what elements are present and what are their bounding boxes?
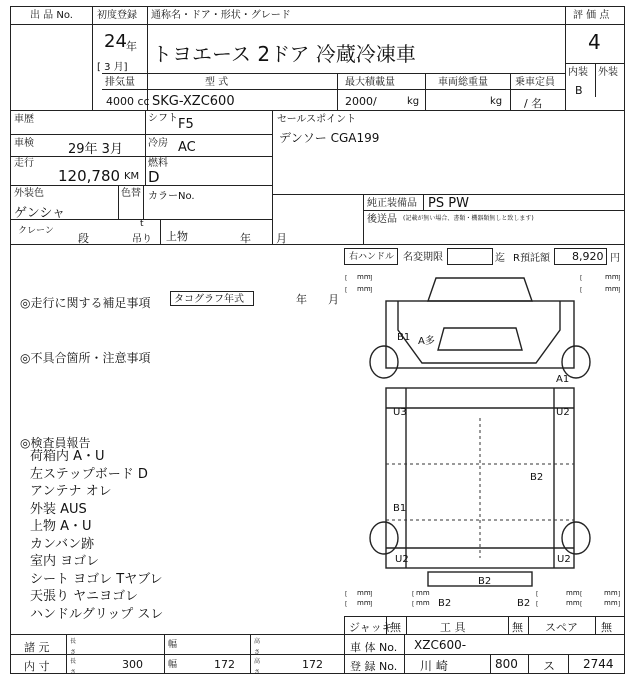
diagram-bracket-label: ] [370, 275, 373, 282]
rule [92, 6, 93, 110]
rule [528, 654, 529, 674]
diagram-bracket-label: [ [345, 601, 348, 608]
diagram-bracket-label: ] [618, 275, 621, 282]
equipment-label: 純正装備品 [367, 198, 417, 209]
supplement-label: ◎走行に関する補足事項 [20, 296, 151, 310]
diagram-bracket-label: ] [618, 601, 621, 608]
rule [10, 110, 625, 111]
rule [272, 194, 625, 195]
mm-label: mm [566, 589, 580, 597]
upper-label: 上物 [166, 230, 188, 243]
model-label: 型 式 [205, 77, 229, 88]
max-load-value: 2000/ [345, 95, 377, 108]
damage-mark: U2 [556, 407, 570, 418]
rule [595, 63, 596, 97]
spare-label: スペア [545, 621, 578, 634]
displacement-label: 排気量 [105, 77, 135, 88]
tacho-month: 月 [328, 293, 339, 306]
wheel-front-left [370, 346, 398, 378]
cab-outline [386, 301, 574, 368]
vehicle-damage-diagram [340, 268, 625, 616]
interior-grade: B [575, 84, 583, 97]
report-line: シート ヨゴレ Tヤブレ [30, 571, 163, 587]
rule [423, 194, 424, 210]
mileage-label: 走行 [14, 158, 34, 169]
first-reg-year-unit: 年 [126, 40, 137, 53]
fuel-label: 燃料 [148, 158, 168, 169]
lot-label: 出 品 No. [30, 10, 73, 21]
mileage-unit: KM [124, 171, 140, 182]
max-load-label: 最大積載量 [345, 77, 395, 88]
r-deposit-label: R預託額 [513, 253, 550, 264]
rule [404, 634, 405, 674]
inspector-label: ◎検査員報告 [20, 436, 91, 450]
mm-label: mm [357, 599, 371, 607]
ac-value: AC [178, 140, 196, 155]
rule [102, 89, 565, 90]
rule [595, 616, 596, 634]
rule [10, 24, 565, 25]
rule [565, 24, 625, 25]
mm-label: mm [566, 599, 580, 607]
report-line: 上物 A・U [30, 519, 92, 534]
mileage-value: 120,780 [58, 167, 121, 185]
rule [250, 634, 251, 674]
color-label: 外装色 [14, 188, 44, 199]
rule [102, 73, 565, 74]
diagram-bracket-label: [ [536, 591, 539, 598]
damage-mark: B1 [393, 503, 407, 514]
rating-label: 評 価 点 [573, 10, 610, 21]
mm-label: mm [416, 589, 430, 597]
first-reg-year: 24 [104, 31, 127, 52]
diagram-bracket-label: [ [580, 601, 583, 608]
mm-label: mm [357, 285, 371, 293]
damage-mark: U2 [395, 554, 409, 565]
height-label: 高さ [254, 638, 261, 656]
color-value: ゲンシャ [14, 206, 66, 221]
damage-mark: B2 [478, 576, 492, 587]
diagram-bracket-label: [ [345, 287, 348, 294]
rule [510, 73, 511, 110]
diagram-bracket-label: [ [345, 591, 348, 598]
color-no-label: カラーNo. [148, 191, 195, 202]
report-line: 天張り ヤニヨゴレ [30, 589, 139, 604]
chassis-label: 車 体 No. [350, 641, 398, 654]
length-label: 長さ [70, 658, 77, 676]
rule [363, 194, 364, 244]
height-label: 高さ [254, 658, 261, 676]
diagram-bracket-label: ] [370, 287, 373, 294]
r-deposit-value: 8,920 [572, 250, 604, 263]
crane-t: t [140, 219, 144, 229]
report-line: 左ステップボード D [30, 466, 148, 482]
rule [10, 156, 272, 157]
rule [10, 634, 344, 635]
diagram-bracket-label: ] [370, 601, 373, 608]
rule [344, 616, 345, 674]
spec-label: 諸 元 [24, 641, 50, 654]
rule [565, 6, 566, 110]
reg-label: 登 録 No. [350, 660, 398, 673]
mm-label: mm [604, 599, 618, 607]
max-load-kg: kg [407, 96, 420, 107]
rule [272, 110, 273, 244]
history-label: 車歴 [14, 114, 34, 125]
first-reg-month: [ 3 月] [97, 62, 128, 73]
diagram-bracket-label: ] [370, 591, 373, 598]
tool-label: 工 具 [440, 621, 466, 634]
rule [10, 654, 625, 655]
rule [143, 185, 144, 219]
rule [337, 73, 338, 110]
report-line: 室内 ヨゴレ [30, 554, 100, 569]
renamed-label: 名変期限 [403, 252, 443, 263]
capacity-value: / 名 [524, 97, 543, 110]
inner-width: 172 [214, 658, 235, 671]
rule [425, 73, 426, 110]
diagram-bracket-label: [ [345, 275, 348, 282]
rule [10, 185, 272, 186]
diagram-bracket-label: [ [580, 591, 583, 598]
rule [568, 654, 569, 674]
diagram-bracket-label: [ [412, 591, 415, 598]
inspection-label: 車検 [14, 138, 34, 149]
inner-length: 300 [122, 658, 143, 671]
rule [10, 244, 625, 245]
jack-label: ジャッキ [349, 621, 393, 634]
rule [490, 654, 491, 674]
reg-kana: ス [543, 659, 556, 673]
crane-lift: 吊り [132, 234, 152, 245]
rule [160, 219, 161, 244]
reg-number: 2744 [583, 657, 614, 671]
renamed-until: 迄 [495, 253, 505, 264]
length-label: 長さ [70, 638, 77, 656]
mm-label: mm [605, 273, 619, 281]
upper-month: 月 [276, 232, 287, 245]
wheel-rear-left [370, 522, 398, 554]
diagram-bracket-label: ] [618, 591, 621, 598]
reg-region: 川 崎 [420, 659, 448, 673]
sales-point-label: セールスポイント [277, 114, 357, 125]
tool-value: 無 [512, 621, 523, 634]
damage-mark: B1 [397, 332, 411, 343]
shift-label: シフト [148, 113, 178, 124]
rule [66, 634, 67, 674]
diagram-bracket-label: [ [412, 601, 415, 608]
defects-label: ◎不具合箇所・注意事項 [20, 351, 151, 365]
notes-small: (記載が無い場合、書類・機器類無しと致します) [403, 215, 534, 222]
width-label: 幅 [168, 660, 178, 670]
sales-point-value: デンソー CGA199 [279, 131, 380, 145]
steering-value: 右ハンドル [349, 252, 395, 262]
interior-label: 内装 [568, 67, 588, 78]
reg-class: 800 [495, 657, 518, 671]
upper-year: 年 [240, 232, 251, 245]
chassis-value: XZC600- [414, 638, 467, 652]
rule [118, 185, 119, 219]
rule [406, 616, 407, 634]
mm-label: mm [416, 599, 430, 607]
report-line: 外装 AUS [30, 501, 87, 517]
hood-window [438, 328, 522, 350]
displacement-value: 4000 cc [106, 95, 150, 108]
crane-label: クレーン [18, 226, 54, 236]
damage-mark: B2 [530, 472, 544, 483]
fuel-value: D [148, 168, 160, 186]
equipment-value: PS PW [428, 196, 469, 211]
rule [363, 210, 625, 211]
spare-value: 無 [601, 621, 612, 634]
inspection-value: 29年 3月 [68, 142, 123, 157]
report-line: 荷箱内 A・U [30, 449, 105, 464]
mm-label: mm [605, 285, 619, 293]
inner-height: 172 [302, 658, 323, 671]
renamed-box [447, 248, 493, 265]
rule [528, 616, 529, 634]
diagram-bracket-label: ] [618, 287, 621, 294]
damage-mark: B2 [517, 598, 531, 609]
yen-label: 円 [610, 253, 620, 264]
car-name-label: 通称名・ドア・形状・グレード [151, 10, 291, 21]
diagram-bracket-label: [ [580, 287, 583, 294]
wheel-rear-right [562, 522, 590, 554]
rule [164, 634, 165, 674]
mm-label: mm [357, 273, 371, 281]
jack-value: 無 [390, 621, 401, 634]
mm-label: mm [604, 589, 618, 597]
shift-value: F5 [178, 117, 194, 132]
diagram-bracket-label: [ [580, 275, 583, 282]
damage-mark: A1 [556, 374, 570, 385]
damage-mark: U3 [393, 407, 407, 418]
gross-weight-label: 車両総重量 [438, 77, 488, 88]
diagram-bracket-label: [ [536, 601, 539, 608]
model-value: SKG-XZC600 [152, 94, 235, 109]
exterior-label: 外装 [598, 67, 618, 78]
windshield [428, 278, 532, 301]
notes-label: 後送品 [367, 214, 397, 225]
rule [145, 110, 146, 185]
color-change-label: 色替 [121, 188, 141, 199]
crane-stage: 段 [78, 232, 89, 245]
width-label: 幅 [168, 640, 178, 650]
rule [10, 134, 272, 135]
report-line: カンバン跡 [30, 536, 95, 552]
ac-label: 冷房 [148, 138, 168, 149]
rule [508, 616, 509, 634]
first-reg-label: 初度登録 [97, 10, 137, 21]
gross-weight-kg: kg [490, 96, 503, 107]
damage-mark: A多 [418, 336, 435, 347]
capacity-label: 乗車定員 [515, 77, 555, 88]
mm-label: mm [357, 589, 371, 597]
tacho-year: 年 [296, 293, 307, 306]
report-line: ハンドルグリップ スレ [30, 606, 164, 622]
damage-mark: U2 [557, 554, 571, 565]
damage-mark: B2 [438, 598, 452, 609]
car-name: トヨエース 2ドア 冷蔵冷凍車 [152, 42, 416, 66]
tacho-label: タコグラフ年式 [174, 294, 244, 305]
inner-dim-label: 内 寸 [24, 660, 50, 673]
report-line: アンテナ オレ [30, 484, 112, 499]
rating-value: 4 [588, 30, 601, 54]
